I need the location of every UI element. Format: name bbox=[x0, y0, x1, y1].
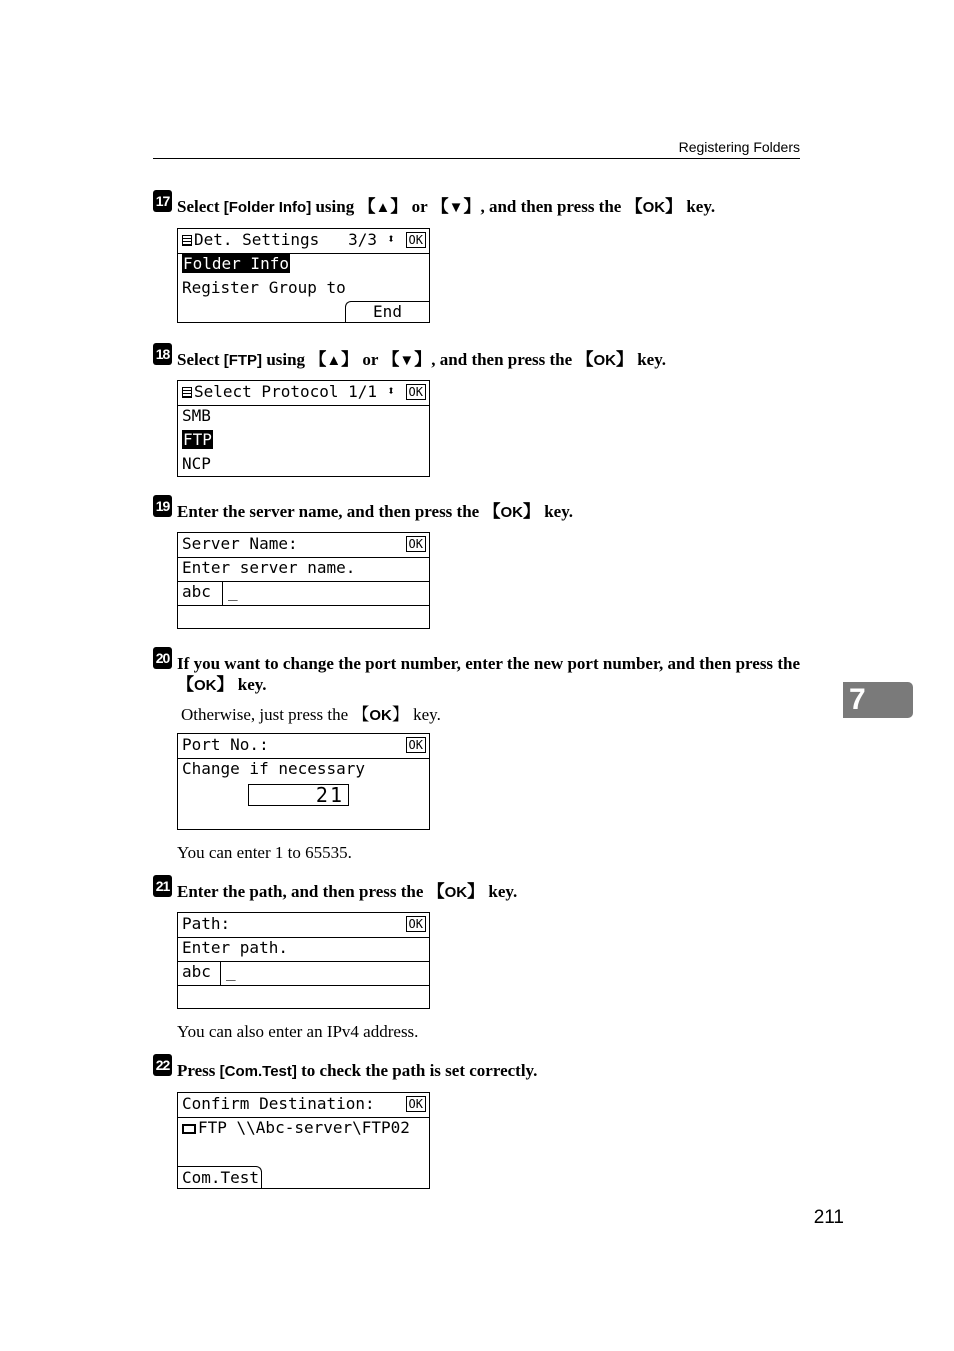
step-note: You can enter 1 to 65535. bbox=[177, 843, 352, 862]
ok-icon: OK bbox=[406, 536, 426, 552]
lcd-title: Server Name: bbox=[182, 534, 298, 553]
lcd-prompt: Enter server name. bbox=[182, 558, 356, 577]
step-instruction: Enter the path, and then press the 【OK】 key. bbox=[177, 882, 518, 901]
list-icon bbox=[182, 387, 192, 398]
step-number: 22 bbox=[153, 1054, 172, 1076]
menu-item-register-group[interactable]: Register Group to bbox=[182, 278, 346, 297]
destination-path: FTP \\Abc-server\FTP02 bbox=[198, 1118, 410, 1137]
button-name: [Folder Info] bbox=[223, 199, 312, 216]
ok-icon: OK bbox=[406, 232, 426, 248]
down-arrow-key: ▼ bbox=[399, 352, 415, 369]
lcd-screen-det-settings bbox=[177, 228, 430, 323]
step-instruction: If you want to change the port number, enter the new port number, and then press the 【OK】 key. bbox=[177, 654, 800, 694]
up-arrow-key: ▲ bbox=[326, 352, 342, 369]
com-test-button[interactable]: Com.Test bbox=[178, 1166, 262, 1188]
lcd-title-bar bbox=[178, 381, 429, 406]
ok-icon: OK bbox=[406, 384, 426, 400]
header-rule bbox=[153, 158, 800, 159]
lcd-title: Confirm Destination: bbox=[182, 1094, 375, 1113]
step-number: 18 bbox=[153, 343, 172, 365]
ok-key: OK bbox=[642, 199, 666, 216]
lcd-screen-server-name bbox=[177, 532, 430, 629]
ok-key: OK bbox=[194, 677, 217, 694]
ok-icon: OK bbox=[406, 737, 426, 753]
lcd-title-bar bbox=[178, 533, 429, 558]
lcd-title-bar bbox=[178, 913, 429, 938]
lcd-title: Path: bbox=[182, 914, 231, 933]
lcd-screen-confirm-destination bbox=[177, 1092, 430, 1189]
up-arrow-key: ▲ bbox=[375, 199, 391, 216]
step-number: 20 bbox=[153, 647, 172, 669]
step-instruction: Select [Folder Info] using 【▲】 or 【▼】, and then press the 【OK】 key. bbox=[177, 197, 716, 216]
lcd-title: Select Protocol 1/1 bbox=[194, 382, 378, 401]
step-number: 19 bbox=[153, 495, 172, 517]
lcd-prompt: Enter path. bbox=[182, 938, 288, 957]
folder-icon bbox=[182, 1124, 196, 1134]
step-instruction: Select [FTP] using 【▲】 or 【▼】, and then press the 【OK】 key. bbox=[177, 350, 666, 369]
button-name: [Com.Test] bbox=[219, 1063, 297, 1080]
input-mode: abc bbox=[182, 962, 211, 981]
list-icon bbox=[182, 235, 192, 246]
scroll-updown-icon: ⬍ bbox=[387, 384, 395, 399]
ok-icon: OK bbox=[406, 916, 426, 932]
path-input[interactable] bbox=[178, 961, 429, 986]
lcd-screen-port-no bbox=[177, 733, 430, 830]
step-number: 17 bbox=[153, 190, 172, 212]
chapter-tab: 7 bbox=[843, 682, 913, 718]
step-subnote: Otherwise, just press the 【OK】 key. bbox=[181, 705, 441, 724]
step-instruction: Press [Com.Test] to check the path is set correctly. bbox=[177, 1061, 538, 1080]
lcd-title: Det. Settings 3/3 bbox=[194, 230, 378, 249]
lcd-title-bar bbox=[178, 229, 429, 254]
ok-key: OK bbox=[369, 707, 392, 724]
protocol-option-ncp[interactable]: NCP bbox=[182, 454, 211, 473]
step-instruction: Enter the server name, and then press the 【OK】 key. bbox=[177, 502, 574, 521]
page-number: 211 bbox=[813, 1207, 844, 1228]
input-mode: abc bbox=[182, 582, 211, 601]
scroll-updown-icon: ⬍ bbox=[387, 232, 395, 247]
lcd-screen-select-protocol bbox=[177, 380, 430, 477]
ok-key: OK bbox=[593, 352, 616, 369]
protocol-option-ftp[interactable]: FTP bbox=[183, 430, 212, 449]
lcd-screen-path bbox=[177, 912, 430, 1009]
text-cursor: _ bbox=[226, 962, 236, 981]
lcd-title-bar bbox=[178, 734, 429, 759]
button-name: [FTP] bbox=[223, 352, 263, 369]
lcd-title: Port No.: bbox=[182, 735, 269, 754]
down-arrow-key: ▼ bbox=[448, 199, 464, 216]
step-note: You can also enter an IPv4 address. bbox=[177, 1022, 419, 1041]
text-cursor: _ bbox=[228, 582, 238, 601]
lcd-title-bar bbox=[178, 1093, 429, 1118]
server-name-input[interactable] bbox=[178, 581, 429, 606]
lcd-prompt: Change if necessary bbox=[182, 759, 366, 778]
protocol-option-smb[interactable]: SMB bbox=[182, 406, 211, 425]
ok-key: OK bbox=[500, 504, 523, 521]
running-header: Registering Folders bbox=[678, 139, 800, 155]
end-button[interactable]: End bbox=[345, 301, 429, 322]
ok-key: OK bbox=[444, 884, 468, 901]
menu-item-folder-info[interactable]: Folder Info bbox=[183, 254, 289, 273]
ok-icon: OK bbox=[406, 1096, 426, 1112]
step-number: 21 bbox=[153, 875, 172, 897]
port-number-field[interactable]: 21 bbox=[248, 784, 349, 806]
